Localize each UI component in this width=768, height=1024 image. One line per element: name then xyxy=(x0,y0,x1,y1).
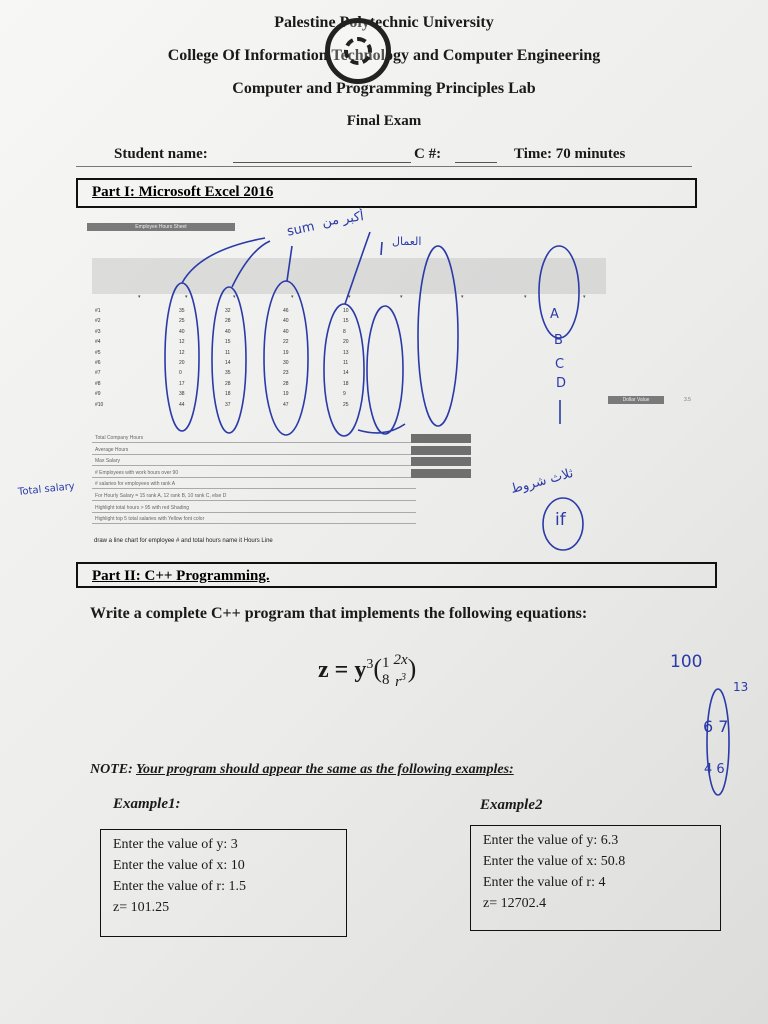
hw-67: 6 7 xyxy=(703,717,729,736)
task-row: For Hourly Salary = 15 rank A, 12 rank B, 10 rank C, else D xyxy=(92,491,416,501)
hours-cell: 14 xyxy=(225,360,231,366)
hours-cell: 19 xyxy=(283,349,289,356)
exam-title: Final Exam xyxy=(346,113,422,129)
example1-line: z= 101.25 xyxy=(113,900,170,915)
equation-frac1 xyxy=(382,655,390,689)
employee-id-cell: #7 xyxy=(95,370,101,377)
pen-arrow xyxy=(358,424,405,433)
hours-cell: 35 xyxy=(225,370,231,377)
hours-cell: 28 xyxy=(225,318,231,325)
frac2-num: 2x xyxy=(393,652,408,668)
hours-cell: 25 xyxy=(179,318,185,325)
task-row: Total Company Hours xyxy=(92,433,416,443)
hw-total-salary: Total salary xyxy=(17,481,76,498)
example2-line: Enter the value of r: 4 xyxy=(483,875,606,890)
hours-cell: 11 xyxy=(343,360,349,366)
student-name-label: Student name: xyxy=(114,146,208,162)
hours-cell: 10 xyxy=(343,308,349,314)
example1-title: Example1: xyxy=(113,796,181,812)
hours-cell: 20 xyxy=(343,339,349,346)
hours-cell: 12 xyxy=(179,339,185,346)
filter-dropdown-icon: ▾ xyxy=(233,294,236,300)
equation-paren-close: ) xyxy=(407,654,417,684)
example2-title: Example2 xyxy=(480,797,543,813)
pen-ellipse-col4 xyxy=(324,304,364,436)
filter-dropdown-icon: ▾ xyxy=(291,294,294,300)
pen-ellipse-col5 xyxy=(367,306,403,434)
example2-line: Enter the value of y: 6.3 xyxy=(483,833,619,848)
task-row: Max Salary xyxy=(92,456,416,466)
pen-arrow xyxy=(232,241,270,287)
value-label: Dollar Value xyxy=(608,396,664,404)
hours-cell: 28 xyxy=(225,380,231,387)
hours-cell: 22 xyxy=(283,339,289,346)
pen-arrow xyxy=(381,242,382,255)
hours-cell: 40 xyxy=(283,328,289,335)
hours-cell: 40 xyxy=(225,328,231,335)
filter-dropdown-icon: ▾ xyxy=(461,294,464,300)
task-row: Average Hours xyxy=(92,445,416,455)
part2-instruction: Write a complete C++ program that implements the following equations: xyxy=(90,605,588,622)
hours-cell: 40 xyxy=(179,328,185,335)
example2-line: Enter the value of x: 50.8 xyxy=(483,854,626,869)
hours-cell: 14 xyxy=(343,370,349,377)
hours-cell: 8 xyxy=(343,328,346,335)
lab-name: Computer and Programming Principles Lab xyxy=(232,80,536,97)
pen-arrow xyxy=(287,246,292,281)
hours-cell: 38 xyxy=(179,391,185,398)
hours-cell: 9 xyxy=(343,391,346,398)
example2-line: z= 12702.4 xyxy=(483,896,547,911)
employee-id-cell: #10 xyxy=(95,401,104,408)
pen-arrow xyxy=(182,238,265,283)
note-label: NOTE: xyxy=(90,762,133,777)
hours-cell: 18 xyxy=(343,380,349,387)
pen-ellipse-col3 xyxy=(264,281,308,435)
pen-ellipse-col2 xyxy=(212,287,246,433)
employee-id-cell: #4 xyxy=(95,339,101,346)
pen-ellipse-grade xyxy=(539,246,579,338)
hours-cell: 40 xyxy=(283,318,289,325)
hw-if: if xyxy=(555,510,566,530)
hours-cell: 46 xyxy=(283,308,289,314)
frac2-exp: 3 xyxy=(401,672,406,683)
hw-arabic-top2: العمال xyxy=(392,235,422,248)
hours-cell: 23 xyxy=(283,370,289,377)
hw-letter-a: A xyxy=(550,307,559,322)
pen-ellipse-col1 xyxy=(165,283,199,431)
hours-cell: 37 xyxy=(225,401,231,408)
filter-dropdown-icon: ▾ xyxy=(138,294,141,300)
employee-id-cell: #3 xyxy=(95,328,101,335)
employee-id-cell: #5 xyxy=(95,349,101,356)
employee-id-cell: #1 xyxy=(95,308,101,314)
hours-cell: 30 xyxy=(283,360,289,366)
hours-cell: 32 xyxy=(225,308,231,314)
university-name: Palestine Polytechnic University xyxy=(274,14,494,31)
pen-ellipse-numbers xyxy=(707,689,729,795)
example1-line: Enter the value of r: 1.5 xyxy=(113,879,246,894)
filter-dropdown-icon: ▾ xyxy=(583,294,586,300)
equation xyxy=(318,652,416,691)
hw-100: 100 xyxy=(670,652,703,672)
college-name: College Of Information Technology and Computer Engineering xyxy=(167,47,601,64)
task-row: # salaries for employees with rank A xyxy=(92,479,416,489)
example1-line: Enter the value of y: 3 xyxy=(113,837,238,852)
equation-exp: 3 xyxy=(366,657,374,673)
hw-letter-d: D xyxy=(556,376,567,391)
c-number-label: C #: xyxy=(414,146,442,162)
hours-cell: 15 xyxy=(343,318,349,325)
frac1-den: 8 xyxy=(382,671,390,688)
pen-arrow xyxy=(345,232,370,304)
hours-cell: 47 xyxy=(283,401,289,408)
task-row: Highlight top 5 total salaries with Yellow font color xyxy=(92,514,416,524)
employee-id-cell: #8 xyxy=(95,380,101,387)
hours-cell: 12 xyxy=(179,349,185,356)
example1-box xyxy=(100,829,347,937)
task-row: Highlight total hours > 95 with red Shading xyxy=(92,503,416,513)
hours-cell: 18 xyxy=(225,391,231,398)
sheet-tab: Employee Hours Sheet xyxy=(87,223,235,231)
part1-title: Part I: Microsoft Excel 2016 xyxy=(92,184,274,200)
note-text: Your program should appear the same as the following examples: xyxy=(136,762,514,777)
hours-cell: 19 xyxy=(283,391,289,398)
hw-sum: sum xyxy=(285,219,316,240)
filter-dropdown-icon: ▾ xyxy=(524,294,527,300)
frac2-den: r xyxy=(395,674,401,690)
filter-dropdown-icon: ▾ xyxy=(348,294,351,300)
hours-cell: 11 xyxy=(225,349,231,356)
hours-cell: 20 xyxy=(179,360,185,366)
hours-cell: 17 xyxy=(179,380,185,387)
pen-ellipse-col6 xyxy=(418,246,458,426)
hours-cell: 0 xyxy=(179,370,182,377)
hours-cell: 13 xyxy=(343,349,349,356)
hw-46: 4 6 xyxy=(704,762,725,777)
hours-cell: 25 xyxy=(343,401,349,408)
equation-lhs: z = y xyxy=(318,657,367,684)
filter-dropdown-icon: ▾ xyxy=(185,294,188,300)
hours-cell: 15 xyxy=(225,339,231,346)
example2-box xyxy=(470,825,721,931)
value-cell: 3.5 xyxy=(684,397,691,403)
filter-dropdown-icon: ▾ xyxy=(400,294,403,300)
frac1-num: 1 xyxy=(382,654,390,671)
note xyxy=(90,762,514,778)
example1-line: Enter the value of x: 10 xyxy=(113,858,245,873)
employee-id-cell: #6 xyxy=(95,360,101,366)
task-row: # Employees with work hours over 90 xyxy=(92,468,416,478)
equation-paren-open: ( xyxy=(373,654,382,684)
hw-letter-c: C xyxy=(555,357,565,372)
time-label: Time: 70 minutes xyxy=(514,146,626,162)
hw-arabic-top: أكبر من xyxy=(321,209,365,230)
part2-heading xyxy=(76,562,717,588)
hours-cell: 44 xyxy=(179,401,185,408)
hw-arabic-if: ثلاث شروط xyxy=(509,465,575,498)
equation-frac2 xyxy=(394,652,408,691)
employee-id-cell: #9 xyxy=(95,391,101,398)
hw-letter-b: B xyxy=(554,333,563,348)
hours-cell: 35 xyxy=(179,308,185,314)
chart-task: draw a line chart for employee # and total hours name it Hours Line xyxy=(94,538,273,544)
part2-title: Part II: C++ Programming. xyxy=(92,568,270,584)
employee-id-cell: #2 xyxy=(95,318,101,325)
hours-cell: 28 xyxy=(283,380,289,387)
hw-13: 13 xyxy=(733,680,749,694)
